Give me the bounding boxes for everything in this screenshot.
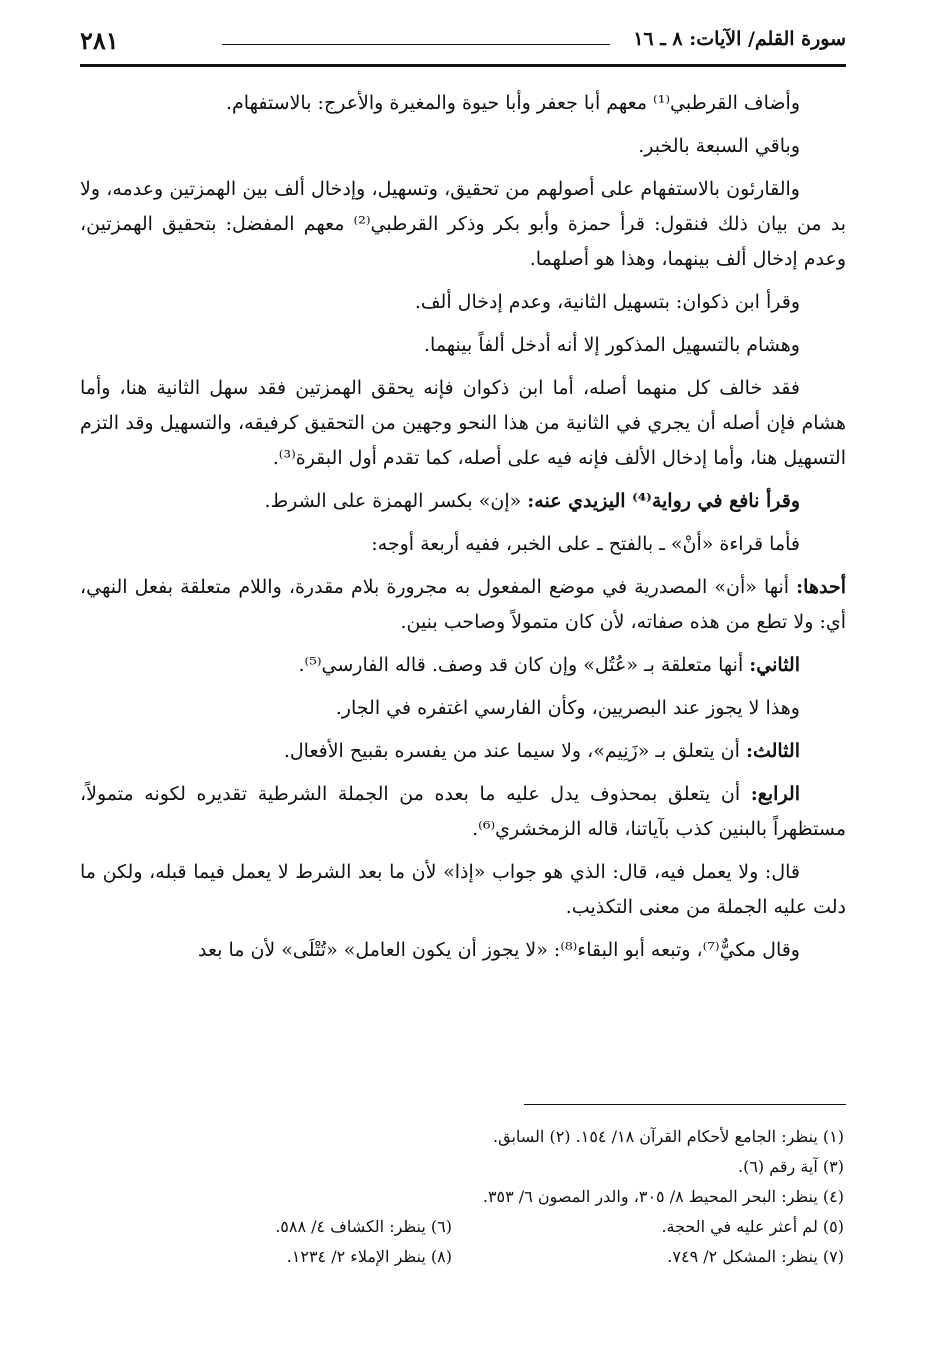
paragraph: والقارئون بالاستفهام على أصولهم من تحقيق، وتسهيل، وإدخال ألف بين الهمزتين وعدمه، ولا بد من بيان ذلك فنقول: قرأ حمزة وأبو بكر وذكر القرطبي⁽²⁾ معهم المفضل: بتحقيق الهمزتين، وعدم إدخال ألف بينهما، وهذا هو أصلهما. (80, 178, 846, 270)
header-line (222, 44, 610, 45)
wajh-text: أن يتعلق بـ «زَنِيم»، ولا سيما عند من يفسره بقبيح الأفعال. (283, 740, 746, 762)
paragraph: فأما قراءة «أنْ» ـ بالفتح ـ على الخبر، ففيه أربعة أوجه: (371, 533, 800, 555)
paragraph: قال: ولا يعمل فيه، قال: الذي هو جواب «إذا» لأن ما بعد الشرط لا يعمل فيما قبله، ولكن ما دلت عليه الجملة من معنى التكذيب. (80, 861, 846, 918)
running-header (80, 26, 846, 60)
wajh-label: الرابع: (750, 783, 800, 805)
paragraph-text: «إن» بكسر الهمزة على الشرط. (264, 490, 528, 512)
paragraph: وقال مكيٌّ⁽⁷⁾، وتبعه أبو البقاء⁽⁸⁾: «لا يجوز أن يكون العامل» «تُتْلَى» لأن ما بعد (198, 939, 800, 961)
footnote-row (80, 1152, 844, 1182)
footnote-row (80, 1242, 844, 1272)
paragraph: فقد خالف كل منهما أصله، أما ابن ذكوان فإنه يحقق الهمزتين فقد سهل الثانية هنا، وأما هشام فإن أصله أن يجري في الثانية من هذا النحو وجهين من التحقيق كرفيقه، والتسهيل وقد التزم التسهيل هنا، وأما إدخال الألف فإنه فيه على أصله، كما تقدم أول البقرة⁽³⁾. (80, 377, 846, 469)
paragraph: وهشام بالتسهيل المذكور إلا أنه أدخل ألفاً بينهما. (423, 334, 800, 356)
footnote: (٧) ينظر: المشكل ٢/ ٧٤٩. (667, 1247, 844, 1266)
wajh-text: أنها «أن» المصدرية في موضع المفعول به مجرورة بلام مقدرة، واللام متعلقة بفعل النهي، أي: ولا تطع من هذه صفاته، لأن كان متمولاً وصاحب بنين. (80, 576, 846, 633)
footnote-separator (524, 1104, 846, 1105)
wajh-paragraph (80, 570, 846, 640)
footnote-row (80, 1122, 844, 1152)
wajh-paragraph (80, 734, 846, 769)
footnotes (80, 1122, 844, 1272)
header-title: سورة القلم/ الآيات: ٨ ـ ١٦ (633, 28, 846, 50)
bold-lead: وقرأ نافع في رواية⁽⁴⁾ اليزيدي عنه: (527, 490, 800, 512)
footnote: (٥) لم أعثر عليه في الحجة. (661, 1217, 844, 1236)
footnote-row (80, 1182, 844, 1212)
wajh-paragraph (80, 648, 846, 683)
footnote: (٨) ينظر الإملاء ٢/ ١٢٣٤. (286, 1247, 452, 1266)
footnote: (٦) ينظر: الكشاف ٤/ ٥٨٨. (275, 1217, 452, 1236)
paragraph: وباقي السبعة بالخبر. (638, 135, 800, 157)
wajh-label: الثاني: (749, 654, 800, 676)
footnote: (٤) ينظر: البحر المحيط ٨/ ٣٠٥، والدر المصون ٦/ ٣٥٣. (482, 1187, 844, 1206)
header-rule (80, 64, 846, 67)
paragraph: وهذا لا يجوز عند البصريين، وكأن الفارسي اغتفره في الجار. (335, 697, 800, 719)
wajh-label: أحدها: (796, 576, 846, 598)
footnote: (٣) آية رقم (٦). (737, 1157, 844, 1176)
footnote-row (80, 1212, 844, 1242)
wajh-label: الثالث: (745, 740, 800, 762)
paragraph: وأضاف القرطبي⁽¹⁾ معهم أبا جعفر وأبا حيوة والمغيرة والأعرج: بالاستفهام. (225, 92, 800, 114)
main-text (80, 86, 846, 976)
wajh-text: أن يتعلق بمحذوف يدل عليه ما بعده من الجملة الشرطية تقديره لكونه متمولاً، مستظهراً بالبنين كذب بآياتنا، قاله الزمخشري⁽⁶⁾. (80, 783, 846, 840)
paragraph-nafi (80, 484, 846, 519)
paragraph: وقرأ ابن ذكوان: بتسهيل الثانية، وعدم إدخال ألف. (414, 291, 800, 313)
wajh-text: أنها متعلقة بـ «عُتُل» وإن كان قد وصف. قاله الفارسي⁽⁵⁾. (298, 654, 750, 676)
footnote: (١) ينظر: الجامع لأحكام القرآن ١٨/ ١٥٤. (٢) السابق. (493, 1127, 844, 1146)
wajh-paragraph (80, 777, 846, 847)
page-number: ٢٨١ (80, 26, 119, 55)
